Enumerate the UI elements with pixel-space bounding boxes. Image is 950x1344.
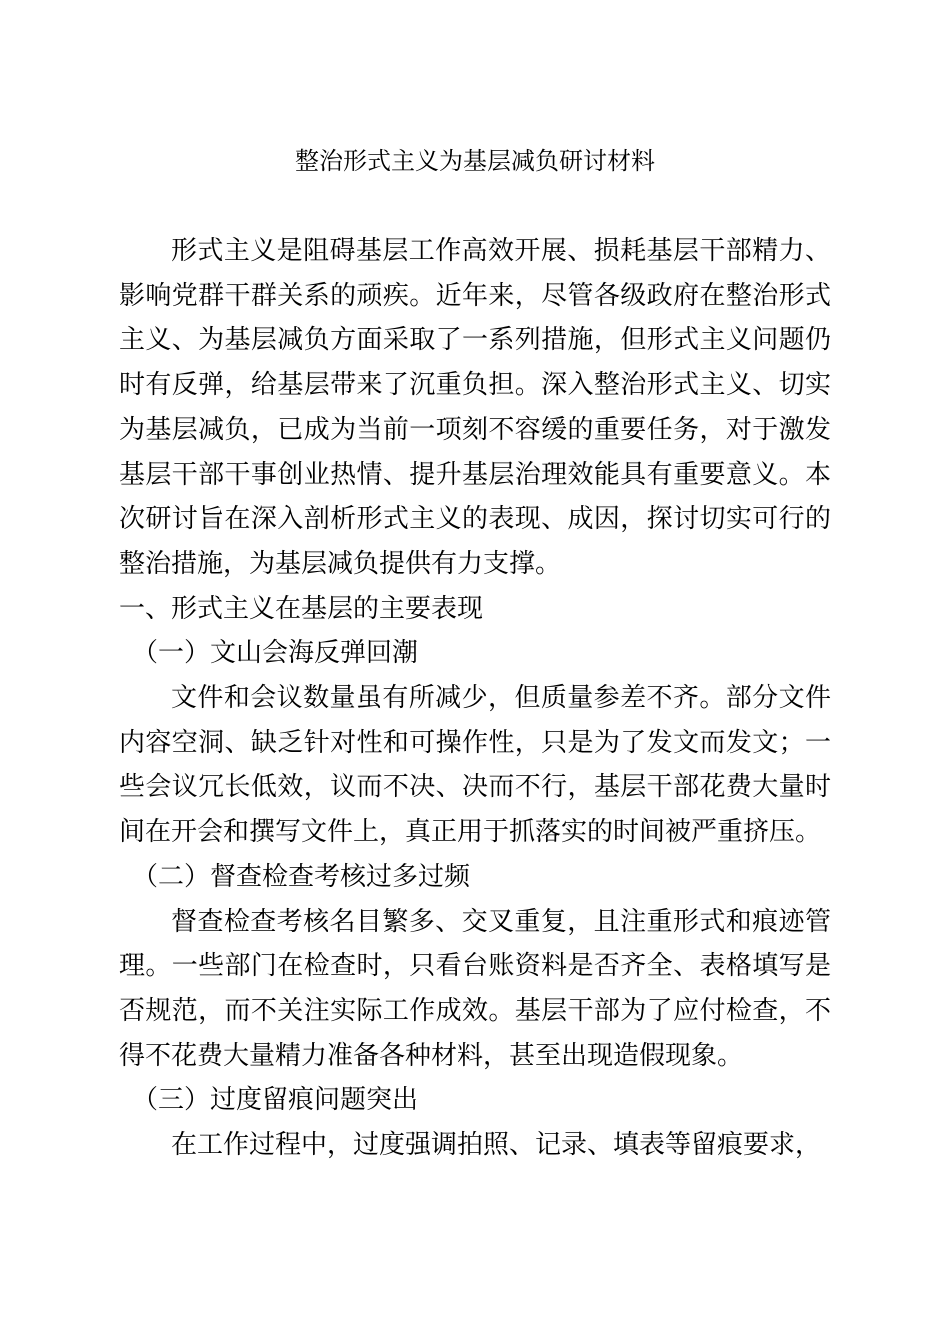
subsection-paragraph: 督查检查考核名目繁多、交叉重复，且注重形式和痕迹管理。一些部门在检查时，只看台账资料是否齐全、表格填写是否规范，而不关注实际工作成效。基层干部为了应付检查，不得不花费大量精力准备各种材料，甚至出现造假现象。 xyxy=(119,906,831,1071)
subsection-heading: （三）过度留痕问题突出 xyxy=(132,1085,419,1116)
document-title: 整治形式主义为基层减负研讨材料 xyxy=(295,147,655,175)
subsection-paragraph: 文件和会议数量虽有所减少，但质量参差不齐。部分文件内容空洞、缺乏针对性和可操作性，只是为了发文而发文；一些会议冗长低效，议而不决、决而不行，基层干部花费大量时间在开会和撰写文件上，真正用于抓落实的时间被严重挤压。 xyxy=(119,683,831,848)
subsection-heading: （一）文山会海反弹回潮 xyxy=(132,638,419,669)
intro-paragraph: 形式主义是阻碍基层工作高效开展、损耗基层干部精力、影响党群干群关系的顽疾。近年来，尽管各级政府在整治形式主义、为基层减负方面采取了一系列措施，但形式主义问题仍时有反弹，给基层带来了沉重负担。深入整治形式主义、切实为基层减负，已成为当前一项刻不容缓的重要任务，对于激发基层干部干事创业热情、提升基层治理效能具有重要意义。本次研讨旨在深入剖析形式主义的表现、成因，探讨切实可行的整治措施，为基层减负提供有力支撑。 xyxy=(119,236,831,579)
subsection-heading: （二）督查检查考核过多过频 xyxy=(132,861,471,892)
section-heading: 一、形式主义在基层的主要表现 xyxy=(119,593,484,624)
subsection-paragraph: 在工作过程中，过度强调拍照、记录、填表等留痕要求， xyxy=(171,1130,822,1161)
document-body xyxy=(119,229,831,1168)
